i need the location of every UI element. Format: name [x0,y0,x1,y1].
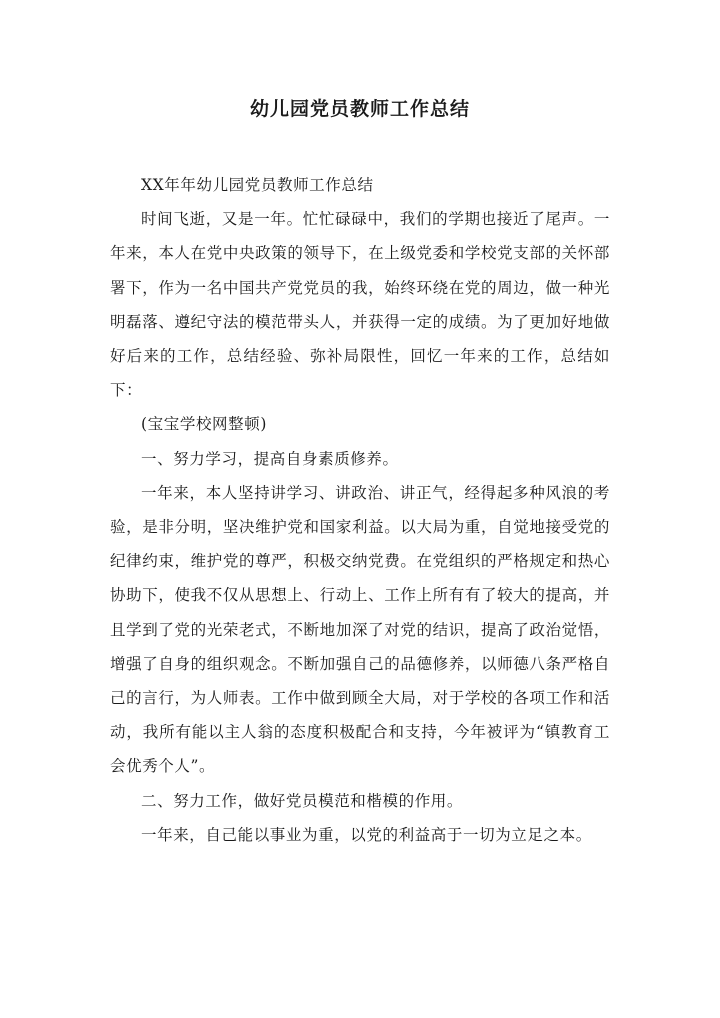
document-body [110,168,610,852]
section-1-paragraph: 一年来，本人坚持讲学习、讲政治、讲正气，经得起多种风浪的考验，是非分明，坚决维护党和国家利益。以大局为重，自觉地接受党的纪律约束，维护党的尊严，积极交纳党费。在党组织的严格规定和热心协助下，使我不仅从思想上、行动上、工作上所有有了较大的提高，并且学到了党的光荣老式，不断地加深了对党的结识，提高了政治觉悟，增强了自身的组织观念。不断加强自己的品德修养，以师德八条严格自己的言行，为人师表。工作中做到顾全大局，对于学校的各项工作和活动，我所有能以主人翁的态度积极配合和支持，今年被评为“镇教育工会优秀个人”。 [110,483,610,776]
section-2-paragraph: 一年来，自己能以事业为重，以党的利益高于一切为立足之本。 [141,825,592,844]
section-heading-1: 一、努力学习，提高自身素质修养。 [141,449,399,468]
source-note: (宝宝学校网整顿) [141,415,267,434]
section-heading-2: 二、努力工作，做好党员模范和楷模的作用。 [141,791,464,810]
document-title: 幼儿园党员教师工作总结 [249,98,470,120]
intro-paragraph: 时间飞逝，又是一年。忙忙碌碌中，我们的学期也接近了尾声。一年来，本人在党中央政策的领导下，在上级党委和学校党支部的关怀部署下，作为一名中国共产党党员的我，始终环绕在党的周边，做一种光明磊落、遵纪守法的模范带头人，并获得一定的成绩。为了更加好地做好后来的工作，总结经验、弥补局限性，回忆一年来的工作，总结如下： [110,210,610,400]
subtitle-paragraph: XX年年幼儿园党员教师工作总结 [141,176,374,194]
